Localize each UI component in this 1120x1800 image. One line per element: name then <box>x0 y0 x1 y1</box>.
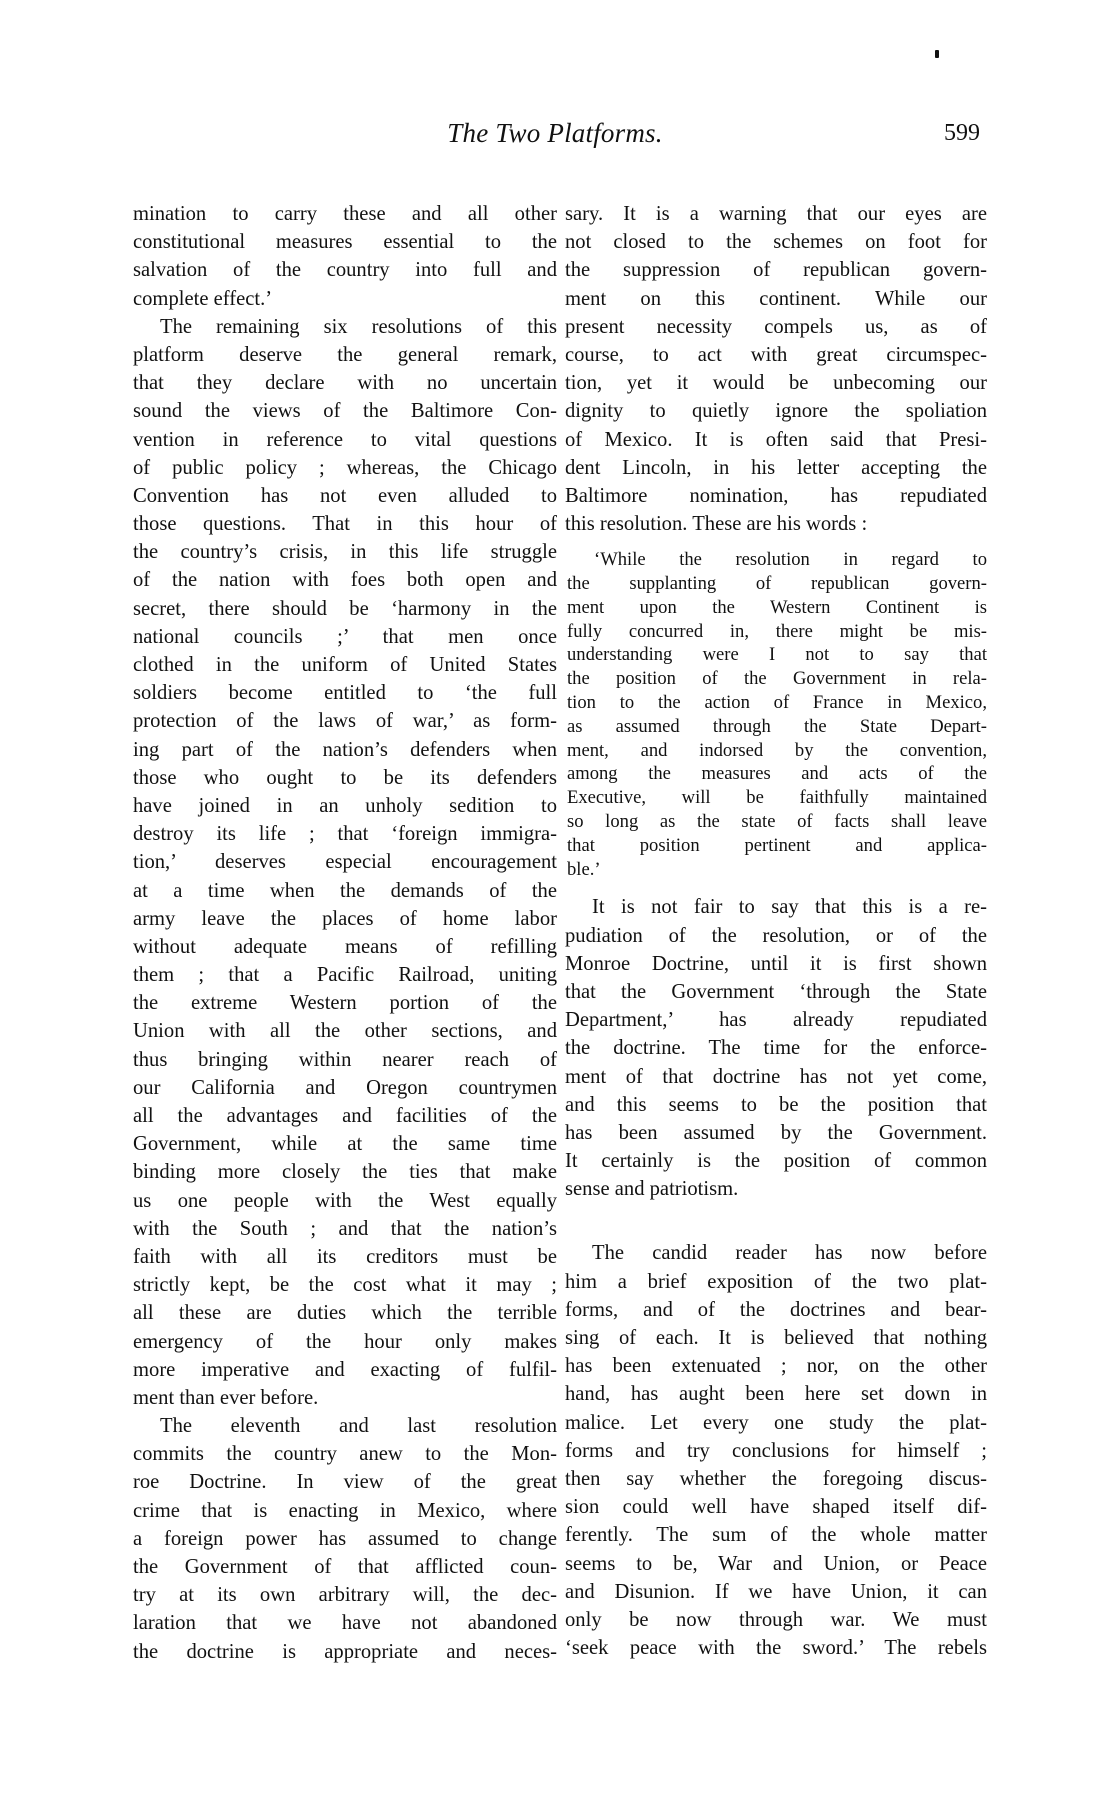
spacer <box>565 1203 987 1239</box>
right-column <box>565 200 987 1662</box>
text-line: Department,’ has already repudiated <box>565 1009 987 1032</box>
text-line: and this seems to be the position that <box>565 1093 987 1116</box>
text-line: salvation of the country into full and <box>133 259 557 282</box>
text-line: the doctrine is appropriate and neces- <box>133 1640 557 1663</box>
text-line: complete effect.’ <box>133 287 273 310</box>
text-line: It certainly is the position of common <box>565 1150 987 1173</box>
text-line: ment of that doctrine has not yet come, <box>565 1065 987 1088</box>
text-line: soldiers become entitled to ‘the full <box>133 682 557 705</box>
text-line: at a time when the demands of the <box>133 879 557 902</box>
text-line: constitutional measures essential to the <box>133 231 557 254</box>
text-line: vention in reference to vital questions <box>133 428 557 451</box>
text-line: the suppression of republican govern- <box>565 259 987 282</box>
text-line: ‘seek peace with the sword.’ The rebels <box>565 1637 987 1660</box>
paragraph <box>565 1239 987 1662</box>
text-line: protection of the laws of war,’ as form- <box>133 710 557 733</box>
text-line: It is not fair to say that this is a re- <box>592 896 987 919</box>
text-line: the doctrine. The time for the enforce- <box>565 1037 987 1060</box>
text-line: clothed in the uniform of United States <box>133 654 557 676</box>
text-line: the position of the Government in rela- <box>567 668 987 690</box>
text-line: ble.’ <box>567 858 601 880</box>
text-line: ment upon the Western Continent is <box>567 596 987 618</box>
text-line: Union with all the other sections, and <box>133 1020 557 1043</box>
text-line: Government, while at the same time <box>133 1133 557 1156</box>
text-line: commits the country anew to the Mon- <box>133 1443 557 1466</box>
text-line: Convention has not even alluded to <box>133 484 557 507</box>
text-line: fully concurred in, there might be mis- <box>567 620 987 642</box>
text-line: present necessity compels us, as of <box>565 315 987 338</box>
text-line: and Disunion. If we have Union, it can <box>565 1580 987 1603</box>
text-line: more imperative and exacting of fulfil- <box>133 1358 557 1381</box>
text-line: Executive, will be faithfully maintained <box>567 787 987 809</box>
text-line: that the Government ‘through the State <box>565 980 987 1003</box>
page-header <box>130 118 980 158</box>
paragraph <box>133 313 557 1412</box>
text-line: the extreme Western portion of the <box>133 992 557 1015</box>
text-line: faith with all its creditors must be <box>133 1245 557 1268</box>
text-line: thus bringing within nearer reach of <box>133 1048 557 1071</box>
text-line: sion could well have shaped itself dif- <box>565 1496 987 1519</box>
text-line: ferently. The sum of the whole matter <box>565 1524 987 1547</box>
text-line: national councils ;’ that men once <box>133 625 557 648</box>
text-line: those questions. That in this hour of <box>133 513 557 536</box>
paragraph <box>133 200 557 313</box>
text-line: binding more closely the ties that make <box>133 1161 557 1184</box>
text-line: sary. It is a warning that our eyes are <box>565 203 987 225</box>
text-line: the country’s crisis, in this life struggle <box>133 541 557 564</box>
text-line: sing of each. It is believed that nothing <box>565 1327 987 1350</box>
text-line: us one people with the West equally <box>133 1189 557 1212</box>
text-line: that position pertinent and applica- <box>567 834 987 856</box>
spacer <box>565 881 987 893</box>
text-line: dent Lincoln, in his letter accepting the <box>565 456 987 479</box>
text-line: only be now through war. We must <box>565 1608 987 1631</box>
text-line: of public policy ; whereas, the Chicago <box>133 456 557 479</box>
text-line: crime that is enacting in Mexico, where <box>133 1499 557 1522</box>
paragraph <box>565 200 987 538</box>
text-line: army leave the places of home labor <box>133 907 557 930</box>
text-line: of Mexico. It is often said that Presi- <box>565 428 987 451</box>
text-line: all the advantages and facilities of the <box>133 1105 557 1127</box>
text-line: him a brief exposition of the two plat- <box>565 1270 987 1293</box>
paragraph <box>565 893 987 1203</box>
text-line: course, to act with great circumspec- <box>565 343 987 366</box>
text-line: The candid reader has now before <box>592 1242 987 1265</box>
ink-speck <box>935 50 939 58</box>
text-line: sense and patriotism. <box>565 1178 739 1201</box>
text-line: has been extenuated ; nor, on the other <box>565 1355 987 1378</box>
text-line: pudiation of the resolution, or of the <box>565 924 987 947</box>
text-line: then say whether the foregoing discus- <box>565 1467 987 1490</box>
text-line: ment than ever before. <box>133 1386 319 1409</box>
text-line: emergency of the hour only makes <box>133 1330 557 1353</box>
text-line: Baltimore nomination, has repudiated <box>565 484 987 507</box>
paragraph <box>133 1412 557 1666</box>
text-line: hand, has aught been here set down in <box>565 1383 987 1406</box>
text-line: The remaining six resolutions of this <box>160 315 557 338</box>
text-line: tion to the action of France in Mexico, <box>567 692 987 714</box>
text-line: ing part of the nation’s defenders when <box>133 738 557 761</box>
text-line: of the nation with foes both open and <box>133 569 557 592</box>
text-line: with the South ; and that the nation’s <box>133 1217 557 1240</box>
running-title: The Two Platforms. <box>447 118 663 148</box>
text-line: forms, and of the doctrines and bear- <box>565 1298 987 1321</box>
text-line: as assumed through the State Depart- <box>567 715 987 737</box>
text-line: not closed to the schemes on foot for <box>565 231 987 254</box>
text-line: ment, and indorsed by the convention, <box>567 739 987 761</box>
text-line: have joined in an unholy sedition to <box>133 794 557 817</box>
text-line: them ; that a Pacific Railroad, uniting <box>133 964 557 987</box>
text-line: so long as the state of facts shall leave <box>567 811 987 833</box>
text-line: ‘While the resolution in regard to <box>594 549 987 571</box>
text-line: secret, there should be ‘harmony in the <box>133 597 557 620</box>
text-line: strictly kept, be the cost what it may ; <box>133 1274 557 1297</box>
text-line: try at its own arbitrary will, the dec- <box>133 1584 557 1607</box>
text-line: forms and try conclusions for himself ; <box>565 1439 987 1462</box>
page-number: 599 <box>944 120 980 146</box>
text-line: the supplanting of republican govern- <box>567 573 987 595</box>
text-line: without adequate means of refilling <box>133 935 557 958</box>
text-line: dignity to quietly ignore the spoliation <box>565 400 987 423</box>
text-line: ment on this continent. While our <box>565 287 987 310</box>
text-line: has been assumed by the Government. <box>565 1121 987 1144</box>
text-line: all these are duties which the terrible <box>133 1302 557 1325</box>
text-line: laration that we have not abandoned <box>133 1612 557 1635</box>
text-line: understanding were I not to say that <box>567 644 987 666</box>
text-line: among the measures and acts of the <box>567 763 987 785</box>
text-line: The eleventh and last resolution <box>160 1415 557 1438</box>
block-quote <box>565 548 987 881</box>
text-line: malice. Let every one study the plat- <box>565 1411 987 1434</box>
spacer <box>565 538 987 548</box>
text-line: those who ought to be its defenders <box>133 766 557 789</box>
text-line: tion, yet it would be unbecoming our <box>565 372 987 395</box>
text-line: Monroe Doctrine, until it is first shown <box>565 952 987 975</box>
text-line: sound the views of the Baltimore Con- <box>133 400 557 423</box>
text-line: our California and Oregon countrymen <box>133 1076 557 1099</box>
text-line: that they declare with no uncertain <box>133 372 557 395</box>
text-line: platform deserve the general remark, <box>133 343 557 366</box>
text-line: destroy its life ; that ‘foreign immigra- <box>133 823 557 846</box>
text-line: roe Doctrine. In view of the great <box>133 1471 557 1494</box>
text-line: tion,’ deserves especial encouragement <box>133 851 557 874</box>
text-line: the Government of that afflicted coun- <box>133 1556 557 1578</box>
left-column <box>133 200 557 1666</box>
text-line: seems to be, War and Union, or Peace <box>565 1552 987 1575</box>
text-line: this resolution. These are his words : <box>565 513 868 536</box>
text-line: a foreign power has assumed to change <box>133 1527 557 1550</box>
text-line: mination to carry these and all other <box>133 203 557 225</box>
